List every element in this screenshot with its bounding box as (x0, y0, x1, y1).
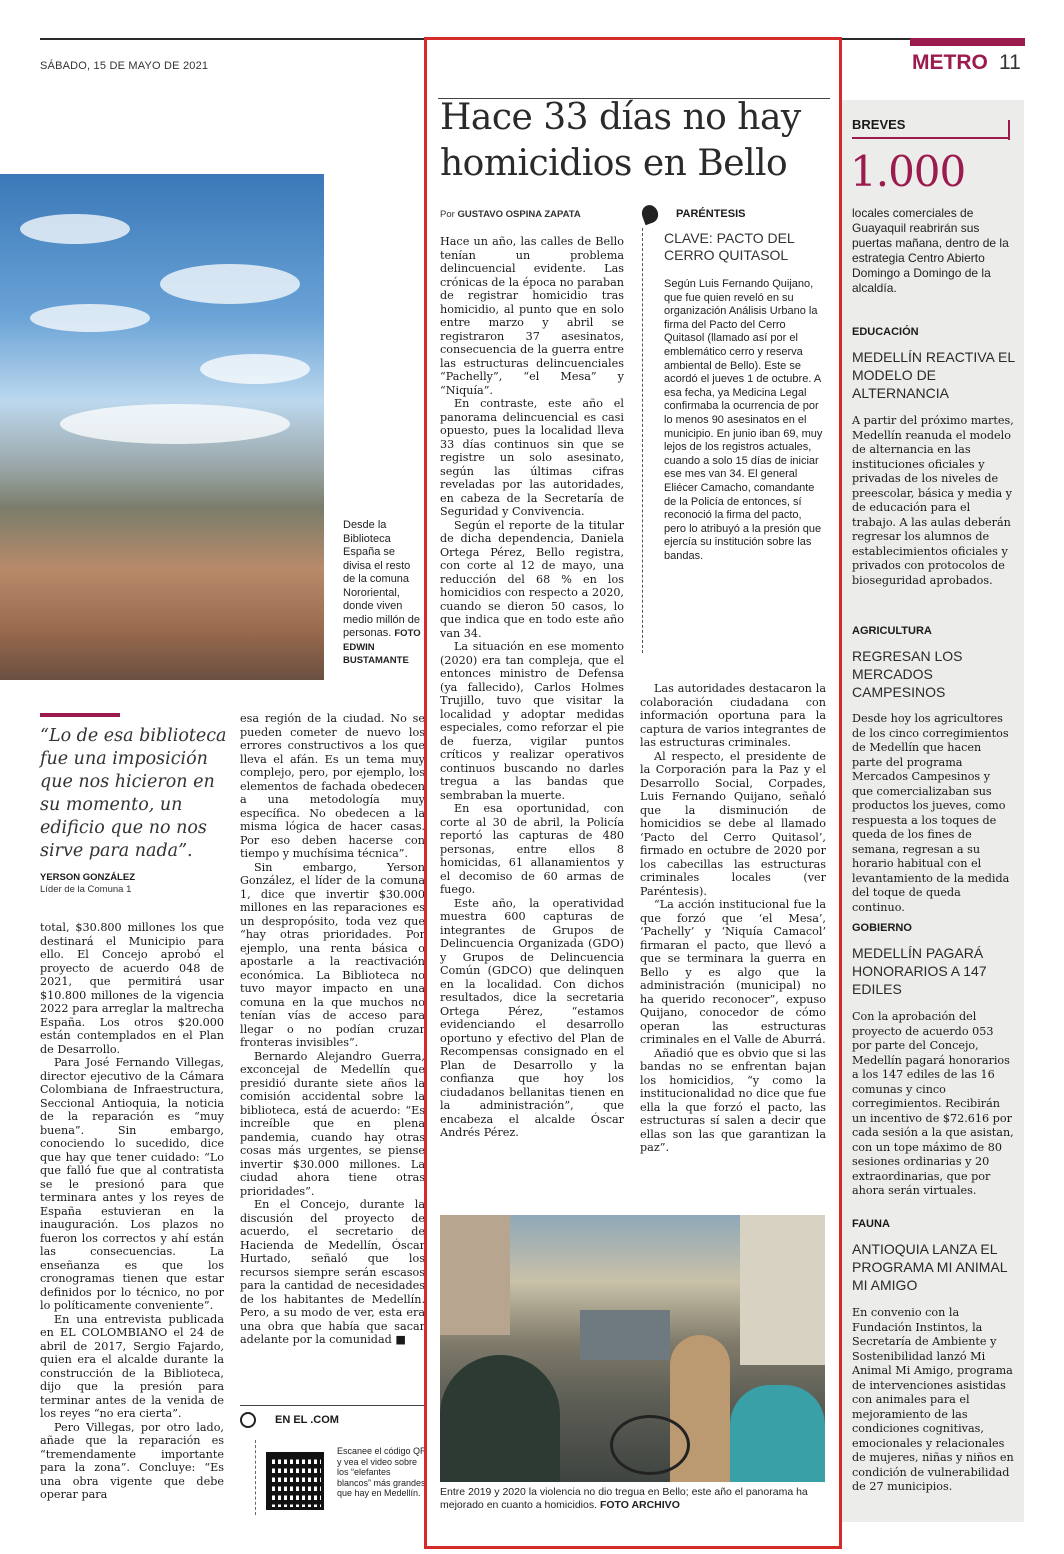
quote-author: YERSON GONZÁLEZ (40, 872, 136, 883)
bello-street-photo (440, 1215, 825, 1482)
big-number-text: locales comerciales de Guayaquil reabrirán sus puertas mañana, dentro de la estrategia Centro Abierto Domingo a Domingo de la alcaldía. (852, 206, 1009, 295)
photo-credit: FOTO ARCHIVO (599, 1499, 680, 1511)
breve-body-fauna: En convenio con la Fundación Instintos, la Secretaría de Ambiente y Sostenibilidad lanzó Mi Animal Mi Amigo, programa de intervenciones asistidas con animales para el mejoramiento de las condiciones cognitivas, emocionales y relacionales de mujeres, niñas y niños en condición de vulnerabilidad de 27 municipios. (852, 1306, 1014, 1493)
paragraph: En el Concejo, durante la discusión del proyecto de acuerdo, el secretario de Hacienda de Medellín, Óscar Hurtado, señaló que los recursos siempre serán escasos para la cantidad de necesidades de los habitantes de Medellín. Pero, a su modo de ver, esta era una obra que había que sacar adelante por la comunidad ■ (240, 1198, 425, 1346)
en-el-com-title: EN EL .COM (275, 1414, 339, 1426)
paragraph: esa región de la ciudad. No se pueden cometer de nuevo los errores constructivos a los que lleva el afán. Es un tema muy complejo, pero, por ejemplo, los elementos de fachada obedecen a una metodología muy específica. No obedecen a la misma lógica de hacer casas. Por eso deben hacerse con tiempo y muchísima técnica”. (240, 712, 425, 860)
parentesis-divider (642, 228, 643, 653)
pointer-icon (240, 1412, 256, 1428)
photo-caption-text: Desde la Biblioteca España se divisa el resto de la comuna Nororiental, donde viven medio millón de personas. (343, 519, 421, 639)
breves-rule (852, 137, 1010, 139)
quote-role: Líder de la Comuna 1 (40, 884, 132, 895)
breve-label-agricultura: AGRICULTURA (852, 625, 932, 637)
paragraph: Bernardo Alejandro Guerra, exconcejal de Medellín que presidió durante siete años la comisión accidental sobre la biblioteca, está de acuerdo: “Es increíble que en plena pandemia, cuando hay otras cosas más urgentes, se piense invertir $30.000 millones. La ciudad ahora tiene otras prioridades”. (240, 1049, 425, 1198)
byline-prefix: Por (440, 209, 455, 220)
breves-title: BREVES (852, 117, 906, 132)
breve-label-gobierno: GOBIERNO (852, 922, 912, 934)
quote-accent-rule (40, 713, 120, 717)
paragraph: Para José Fernando Villegas, director ejecutivo de la Cámara Colombiana de Infraestructura, Seccional Antioquia, la noticia de la reparación es “muy buena”. Sin embargo, conociendo lo sucedido, dice que hay que tener cuidado: “Lo que falló fue que al contratista se le presionó para que terminara antes y los reyes de España estuvieran en la inauguración. Los plazos no fueron los correctos y ahí están las consecuencias. La enseñanza es que los cronogramas tienen que estar definidos por lo técnico, no por lo políticamente conveniente”. (40, 1056, 224, 1312)
section-name: METRO (912, 51, 988, 74)
breve-label-educacion: EDUCACIÓN (852, 326, 919, 338)
photo-caption-biblioteca (343, 519, 423, 668)
paragraph: Según el reporte de la titular de dicha dependencia, Daniela Ortega Pérez, Bello registra, con corte al 12 de mayo, una reducción del 68 % en los homicidios con respecto a 2020, cuando se dieron 50 casos, lo que indica que en todo este año van 34. (440, 518, 624, 640)
paragraph: Este año, la operatividad muestra 600 capturas de integrantes de Grupos de Delincuencia Organizada (GDO) y Grupos de Delincuencia Común (GDCO) que delinquen en la localidad. Con dichos resultados, dice la secretaria Ortega Pérez, “estamos evidenciando el desarrollo oportuno y efectivo del Plan de Recompensas consignado en el Plan de Desarrollo y la confianza que hoy los ciudadanos bellanitas tienen en la administración”, que encabeza el alcalde Óscar Andrés Pérez. (440, 896, 624, 1139)
main-headline: Hace 33 días no hay homicidios en Bello (440, 97, 801, 184)
byline-author: GUSTAVO OSPINA ZAPATA (457, 209, 581, 220)
breve-body-educacion: A partir del próximo martes, Medellín reanuda el modelo de alternancia en las instituciones oficiales y privadas de los niveles de preescolar, básica y media y de educación para el trabajo. A las aulas deberán regresar los alumnos de establecimientos oficiales y privados con protocolos de bioseguridad aprobados. (852, 414, 1014, 587)
qr-code[interactable] (266, 1452, 324, 1510)
breve-headline-fauna: ANTIOQUIA LANZA EL PROGRAMA MI ANIMAL MI AMIGO (852, 1241, 1008, 1293)
breve-headline-gobierno: MEDELLÍN PAGARÁ HONORARIOS A 147 EDILES (852, 945, 987, 997)
breve-headline-agricultura: REGRESAN LOS MERCADOS CAMPESINOS (852, 648, 963, 700)
left-story-column-2 (240, 712, 425, 1347)
pull-quote: “Lo de esa biblioteca fue una imposición que nos hicieron en su momento, un edificio que no nos sirve para nada”. (40, 726, 227, 861)
en-el-com-rule (240, 1405, 425, 1406)
divider (255, 1440, 256, 1515)
paragraph: Hace un año, las calles de Bello tenían un problema delincuencial evidente. Las crónicas de la época no paraban de registrar homicidio tras homicidio, al punto que en solo entre marzo y abril se registraron 37 asesinatos, consecuencia de la guerra entre las estructuras delincuenciales “Pachelly”, “el Mesa” y “Niquía”. (440, 235, 624, 397)
main-story-column-2 (640, 682, 826, 1155)
parentesis-body: Según Luis Fernando Quijano, que fue quien reveló en su organización Análisis Urbano la firma del Pacto del Cerro Quitasol (llamado así por el emblemático cerro y reserva ambiental de Bello). Este se acordó el jueves 1 de octubre. A esa fecha, ya Medicina Legal confirmaba la ocurrencia de por lo menos 90 asesinatos en el municipio. En junio iban 69, muy lejos de los registros actuales, cuando a solo 15 días de iniciar ese mes van 34. El general Eliécer Camacho, comandante de la Policía de entonces, sí reconoció la firma del pacto, pero lo atribuyó a la presión que ejercía su institución sobre las bandas. (664, 278, 823, 562)
publication-date: SÁBADO, 15 DE MAYO DE 2021 (40, 60, 209, 72)
breve-body-gobierno: Con la aprobación del proyecto de acuerdo 053 por parte del Concejo, Medellín pagará honorarios a los 147 ediles de las 16 comunas y cinco corregimientos. Recibirán un incentivo de $72.616 por cada sesión a la que asistan, con un tope máximo de 80 sesiones ordinarias y 20 extraordinarias, que por ahora serán virtuales. (852, 1010, 1014, 1197)
qr-instructions: Escanee el código QR y vea el video sobre los “elefantes blancos” más grandes que hay en Medellín. (337, 1446, 427, 1498)
photo-caption-text: Entre 2019 y 2020 la violencia no dio tregua en Bello; este año el panorama ha mejorado en cuanto a homicidios. (440, 1486, 808, 1511)
page-number: 11 (999, 51, 1021, 74)
breve-headline-educacion: MEDELLÍN REACTIVA EL MODELO DE ALTERNANCIA (852, 349, 1015, 401)
main-story-column-1 (440, 235, 624, 1140)
breves-rule-tick (1008, 120, 1010, 140)
paragraph: La situación en ese momento (2020) era tan compleja, que el entonces ministro de Defensa (ya fallecido), Carlos Holmes Trujillo, tuvo que visitar la localidad y adoptar medidas especiales, como reforzar el pie de fuerza, vigilar puntos críticos y realizar operativos continuos buscando no darles tregua a las bandas que sembraban la muerte. (440, 640, 624, 802)
paragraph: Al respecto, el presidente de la Corporación para la Paz y el Desarrollo Social, Corpades, Luis Fernando Quijano, señaló que la disminución de homicidios se debe al llamado ‘Pacto del Cerro Quitasol’, firmado en octubre de 2020 por los cabecillas las estructuras criminales locales (ver Paréntesis). (640, 749, 826, 898)
breve-body-agricultura: Desde hoy los agricultores de los cinco corregimientos de Medellín que hacen parte del programa Mercados Campesinos y que comercializaban sus productos los jueves, como respuesta a los toques de queda de los fines de semana, regresan a su horario habitual con el levantamiento de la medida del toque de queda continuo. (852, 712, 1010, 914)
paragraph: “La acción institucional fue la que forzó que ‘el Mesa’, ‘Pachelly’ y ‘Niquía Camacol’ firmaran el pacto, que llevó a que se terminara la guerra en Bello y es algo que la administración (municipal) no ha querido reconocer”, expuso Quijano, conocedor de cómo operan las estructuras criminales en el Valle de Aburrá. (640, 898, 826, 1046)
main-photo-caption (440, 1486, 825, 1512)
paragraph: total, $30.800 millones los que destinará el Municipio para ello. El Concejo aprobó el proyecto de acuerdo 048 de 2021, que permitirá usar $10.800 millones de la vigencia 2022 para arreglar la maltrecha España. Los otros $20.000 están contemplados en el Plan de Desarrollo. (40, 921, 224, 1056)
section-accent-bar (910, 38, 1025, 46)
paragraph: Añadió que es obvio que si las bandas no se enfrentan bajan los homicidios, “y como la institucionalidad no dice que fue ella la que forzó el pacto, las estructuras sí salen a decir que ellas son las que garantizan la paz”. (640, 1046, 826, 1154)
byline (440, 209, 581, 220)
paragraph: En una entrevista publicada en EL COLOMBIANO el 24 de abril de 2017, Sergio Fajardo, quien era el alcalde durante la construcción de la Biblioteca, dijo que la presión para terminar antes de la venida de los reyes “no era cierta”. (40, 1312, 224, 1420)
paragraph: Las autoridades destacaron la colaboración ciudadana con información oportuna para la captura de varios integrantes de las estructuras criminales. (640, 682, 826, 749)
parentesis-label: PARÉNTESIS (676, 208, 746, 220)
big-number: 1.000 (850, 147, 966, 196)
paragraph: Sin embargo, Yerson González, el líder de la comuna 1, dice que invertir $30.000 millones en las reparaciones es un despropósito, toda vez que “hay otras prioridades. Por ejemplo, una renta básica o apostarle a la reactivación económica. La Biblioteca no tuvo mayor impacto en una comuna en la que muchos no tenían vías de acceso para llegar o no podían cruzar fronteras invisibles”. (240, 860, 425, 1049)
paragraph: En esa oportunidad, con corte al 30 de abril, la Policía reportó las capturas de 480 personas, entre ellos 8 homicidas, 61 allanamientos y el decomiso de 60 armas de fuego. (440, 802, 624, 896)
left-story-column-1 (40, 921, 224, 1502)
photo-credit: FOTO EDWIN BUSTAMANTE (343, 628, 421, 666)
paragraph: En contraste, este año el panorama delincuencial es casi opuesto, pues la localidad lleva 33 días continuos sin que se registre un solo asesinato, según las últimas cifras reveladas por las autoridades, en cabeza de la Secretaría de Seguridad y Convivencia. (440, 397, 624, 518)
breve-label-fauna: FAUNA (852, 1218, 890, 1230)
biblioteca-espana-photo (0, 174, 324, 680)
parentesis-title: CLAVE: PACTO DEL CERRO QUITASOL (664, 230, 795, 263)
paragraph: Pero Villegas, por otro lado, añade que la reparación es “tremendamente importante para la zona”. Concluye: “Es una obra vigente que debe operar para (40, 1420, 224, 1501)
